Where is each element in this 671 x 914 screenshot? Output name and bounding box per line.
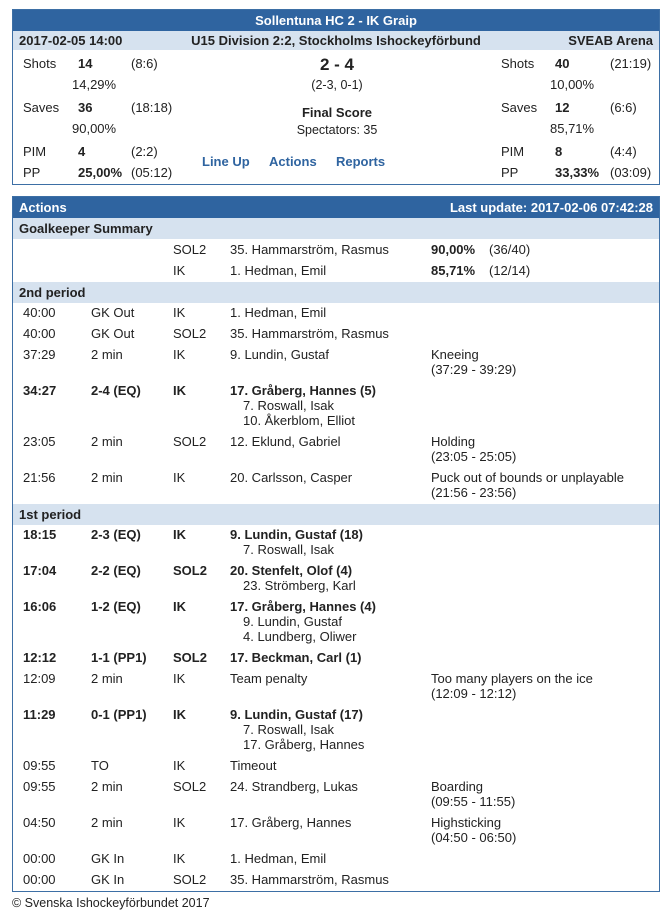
event-time: 37:29 [23,347,56,362]
event-type: 2 min [91,470,123,485]
event-time: 11:29 [23,707,56,722]
event-type: 1-1 (PP1) [91,650,147,665]
event-team: IK [173,671,186,686]
copyright-footer: © Svenska Ishockeyförbundet 2017 [12,896,210,910]
actions-link[interactable]: Actions [269,154,317,169]
penalty-interval: (21:56 - 23:56) [431,485,517,500]
event-team: IK [173,383,186,398]
event-player: 1. Hedman, Emil [230,851,327,866]
event-type: TO [91,758,109,773]
home-saves-label: Saves [23,100,60,115]
event-player: 9. Lundin, Gustaf (18) [230,527,363,542]
away-saves-periods: (6:6) [610,100,637,115]
goalkeeper-summary-header: Goalkeeper Summary [13,218,659,239]
reports-link[interactable]: Reports [336,154,386,169]
home-saves-pct: 90,00% [72,121,117,136]
penalty-interval: (23:05 - 25:05) [431,449,517,464]
event-team: SOL2 [173,872,207,887]
penalty-description: Boarding [431,779,484,794]
home-shots-pct: 14,29% [72,77,117,92]
event-time: 04:50 [23,815,56,830]
event-team: IK [173,815,186,830]
penalty-description: Holding [431,434,476,449]
home-saves-periods: (18:18) [131,100,173,115]
event-type: 2 min [91,671,123,686]
last-update: Last update: 2017-02-06 07:42:28 [449,200,653,215]
event-time: 18:15 [23,527,57,542]
actions-title: Actions [19,200,67,215]
event-team: IK [173,305,186,320]
away-shots-label: Shots [501,56,535,71]
event-type: 2-2 (EQ) [91,563,141,578]
penalty-interval: (12:09 - 12:12) [431,686,517,701]
event-type: 2-3 (EQ) [91,527,141,542]
away-pp-periods: (03:09) [610,165,652,180]
event-player: 1. Hedman, Emil [230,305,327,320]
event-type: GK In [91,872,125,887]
arena-name: SVEAB Arena [568,33,653,48]
event-assist: 7. Roswall, Isak [243,722,335,737]
lineup-link[interactable]: Line Up [202,154,250,169]
home-pim-periods: (2:2) [131,144,158,159]
event-time: 21:56 [23,470,56,485]
event-time: 40:00 [23,326,56,341]
away-pim-label: PIM [501,144,525,159]
gk-save-pct: 90,00% [431,242,476,257]
gk-save-detail: (36/40) [489,242,531,257]
event-type: 2-4 (EQ) [91,383,141,398]
event-team: SOL2 [173,326,207,341]
gk-save-pct: 85,71% [431,263,476,278]
spectators: Spectators: 35 [296,123,378,137]
event-type: GK Out [91,326,135,341]
actions-header [13,197,659,218]
event-assist: 4. Lundberg, Oliwer [243,629,357,644]
event-assist: 7. Roswall, Isak [243,542,335,557]
penalty-description: Kneeing [431,347,479,362]
home-shots-periods: (8:6) [131,56,158,71]
away-pim-value: 8 [555,144,563,159]
away-shots-pct: 10,00% [550,77,595,92]
event-player: 35. Hammarström, Rasmus [230,326,389,341]
event-assist: 23. Strömberg, Karl [243,578,356,593]
game-date: 2017-02-05 14:00 [19,33,123,48]
away-shots-periods: (21:19) [610,56,652,71]
event-player: Timeout [230,758,277,773]
event-player: 17. Gråberg, Hannes (4) [230,599,376,614]
period-1-header: 1st period [13,504,659,525]
event-time: 00:00 [23,872,56,887]
event-player: 24. Strandberg, Lukas [230,779,358,794]
away-pp-label: PP [501,165,519,180]
gk-player: 1. Hedman, Emil [230,263,327,278]
event-team: SOL2 [173,563,207,578]
event-player: Team penalty [230,671,308,686]
event-type: 2 min [91,434,123,449]
event-player: 17. Gråberg, Hannes [230,815,352,830]
event-player: 12. Eklund, Gabriel [230,434,341,449]
event-type: 0-1 (PP1) [91,707,147,722]
event-team: IK [173,707,186,722]
away-saves-pct: 85,71% [550,121,595,136]
event-time: 00:00 [23,851,56,866]
home-pp-periods: (05:12) [131,165,173,180]
event-type: 2 min [91,347,123,362]
penalty-description: Highsticking [431,815,502,830]
game-info-bar [13,31,659,50]
home-pim-label: PIM [23,144,47,159]
event-assist: 10. Åkerblom, Elliot [243,413,355,428]
event-team: IK [173,851,186,866]
event-assist: 17. Gråberg, Hannes [243,737,365,752]
away-saves-value: 12 [555,100,570,115]
event-team: IK [173,758,186,773]
final-score: 2 - 4 [319,55,355,74]
actions-panel [12,196,660,892]
event-time: 16:06 [23,599,57,614]
event-player: 35. Hammarström, Rasmus [230,872,389,887]
period-scores: (2-3, 0-1) [311,78,363,92]
event-time: 12:09 [23,671,56,686]
event-team: IK [173,347,186,362]
event-time: 17:04 [23,563,57,578]
home-saves-value: 36 [78,100,93,115]
event-player: 20. Carlsson, Casper [230,470,353,485]
gk-save-detail: (12/14) [489,263,531,278]
event-time: 09:55 [23,779,56,794]
event-time: 34:27 [23,383,57,398]
event-player: 9. Lundin, Gustaf [230,347,330,362]
game-title: Sollentuna HC 2 - IK Graip [13,10,659,31]
gk-team: IK [173,263,186,278]
event-assist: 9. Lundin, Gustaf [243,614,343,629]
home-pp-label: PP [23,165,41,180]
event-time: 12:12 [23,650,57,665]
game-header-panel [12,9,660,185]
away-pim-periods: (4:4) [610,144,637,159]
event-time: 40:00 [23,305,56,320]
event-assist: 7. Roswall, Isak [243,398,335,413]
gk-player: 35. Hammarström, Rasmus [230,242,389,257]
event-type: 2 min [91,815,123,830]
event-type: GK Out [91,305,135,320]
away-shots-value: 40 [555,56,570,71]
event-player: 17. Beckman, Carl (1) [230,650,362,665]
event-team: IK [173,470,186,485]
home-pim-value: 4 [78,144,86,159]
event-time: 09:55 [23,758,56,773]
event-type: 1-2 (EQ) [91,599,141,614]
event-time: 23:05 [23,434,56,449]
penalty-description: Too many players on the ice [431,671,593,686]
event-team: SOL2 [173,650,207,665]
home-shots-value: 14 [78,56,93,71]
event-team: SOL2 [173,779,207,794]
event-team: SOL2 [173,434,207,449]
penalty-interval: (37:29 - 39:29) [431,362,517,377]
event-type: 2 min [91,779,123,794]
event-player: 20. Stenfelt, Olof (4) [230,563,353,578]
away-saves-label: Saves [501,100,538,115]
event-team: IK [173,527,186,542]
game-status: Final Score [301,105,373,120]
gk-team: SOL2 [173,242,207,257]
event-player: 9. Lundin, Gustaf (17) [230,707,363,722]
event-team: IK [173,599,186,614]
penalty-interval: (04:50 - 06:50) [431,830,517,845]
league-name: U15 Division 2:2, Stockholms Ishockeyförbund [191,33,481,48]
event-player: 17. Gråberg, Hannes (5) [230,383,376,398]
home-pp-value: 25,00% [78,165,123,180]
away-pp-value: 33,33% [555,165,600,180]
event-type: GK In [91,851,125,866]
penalty-description: Puck out of bounds or unplayable [431,470,624,485]
penalty-interval: (09:55 - 11:55) [431,794,516,809]
home-shots-label: Shots [23,56,57,71]
period-2-header: 2nd period [13,282,659,303]
